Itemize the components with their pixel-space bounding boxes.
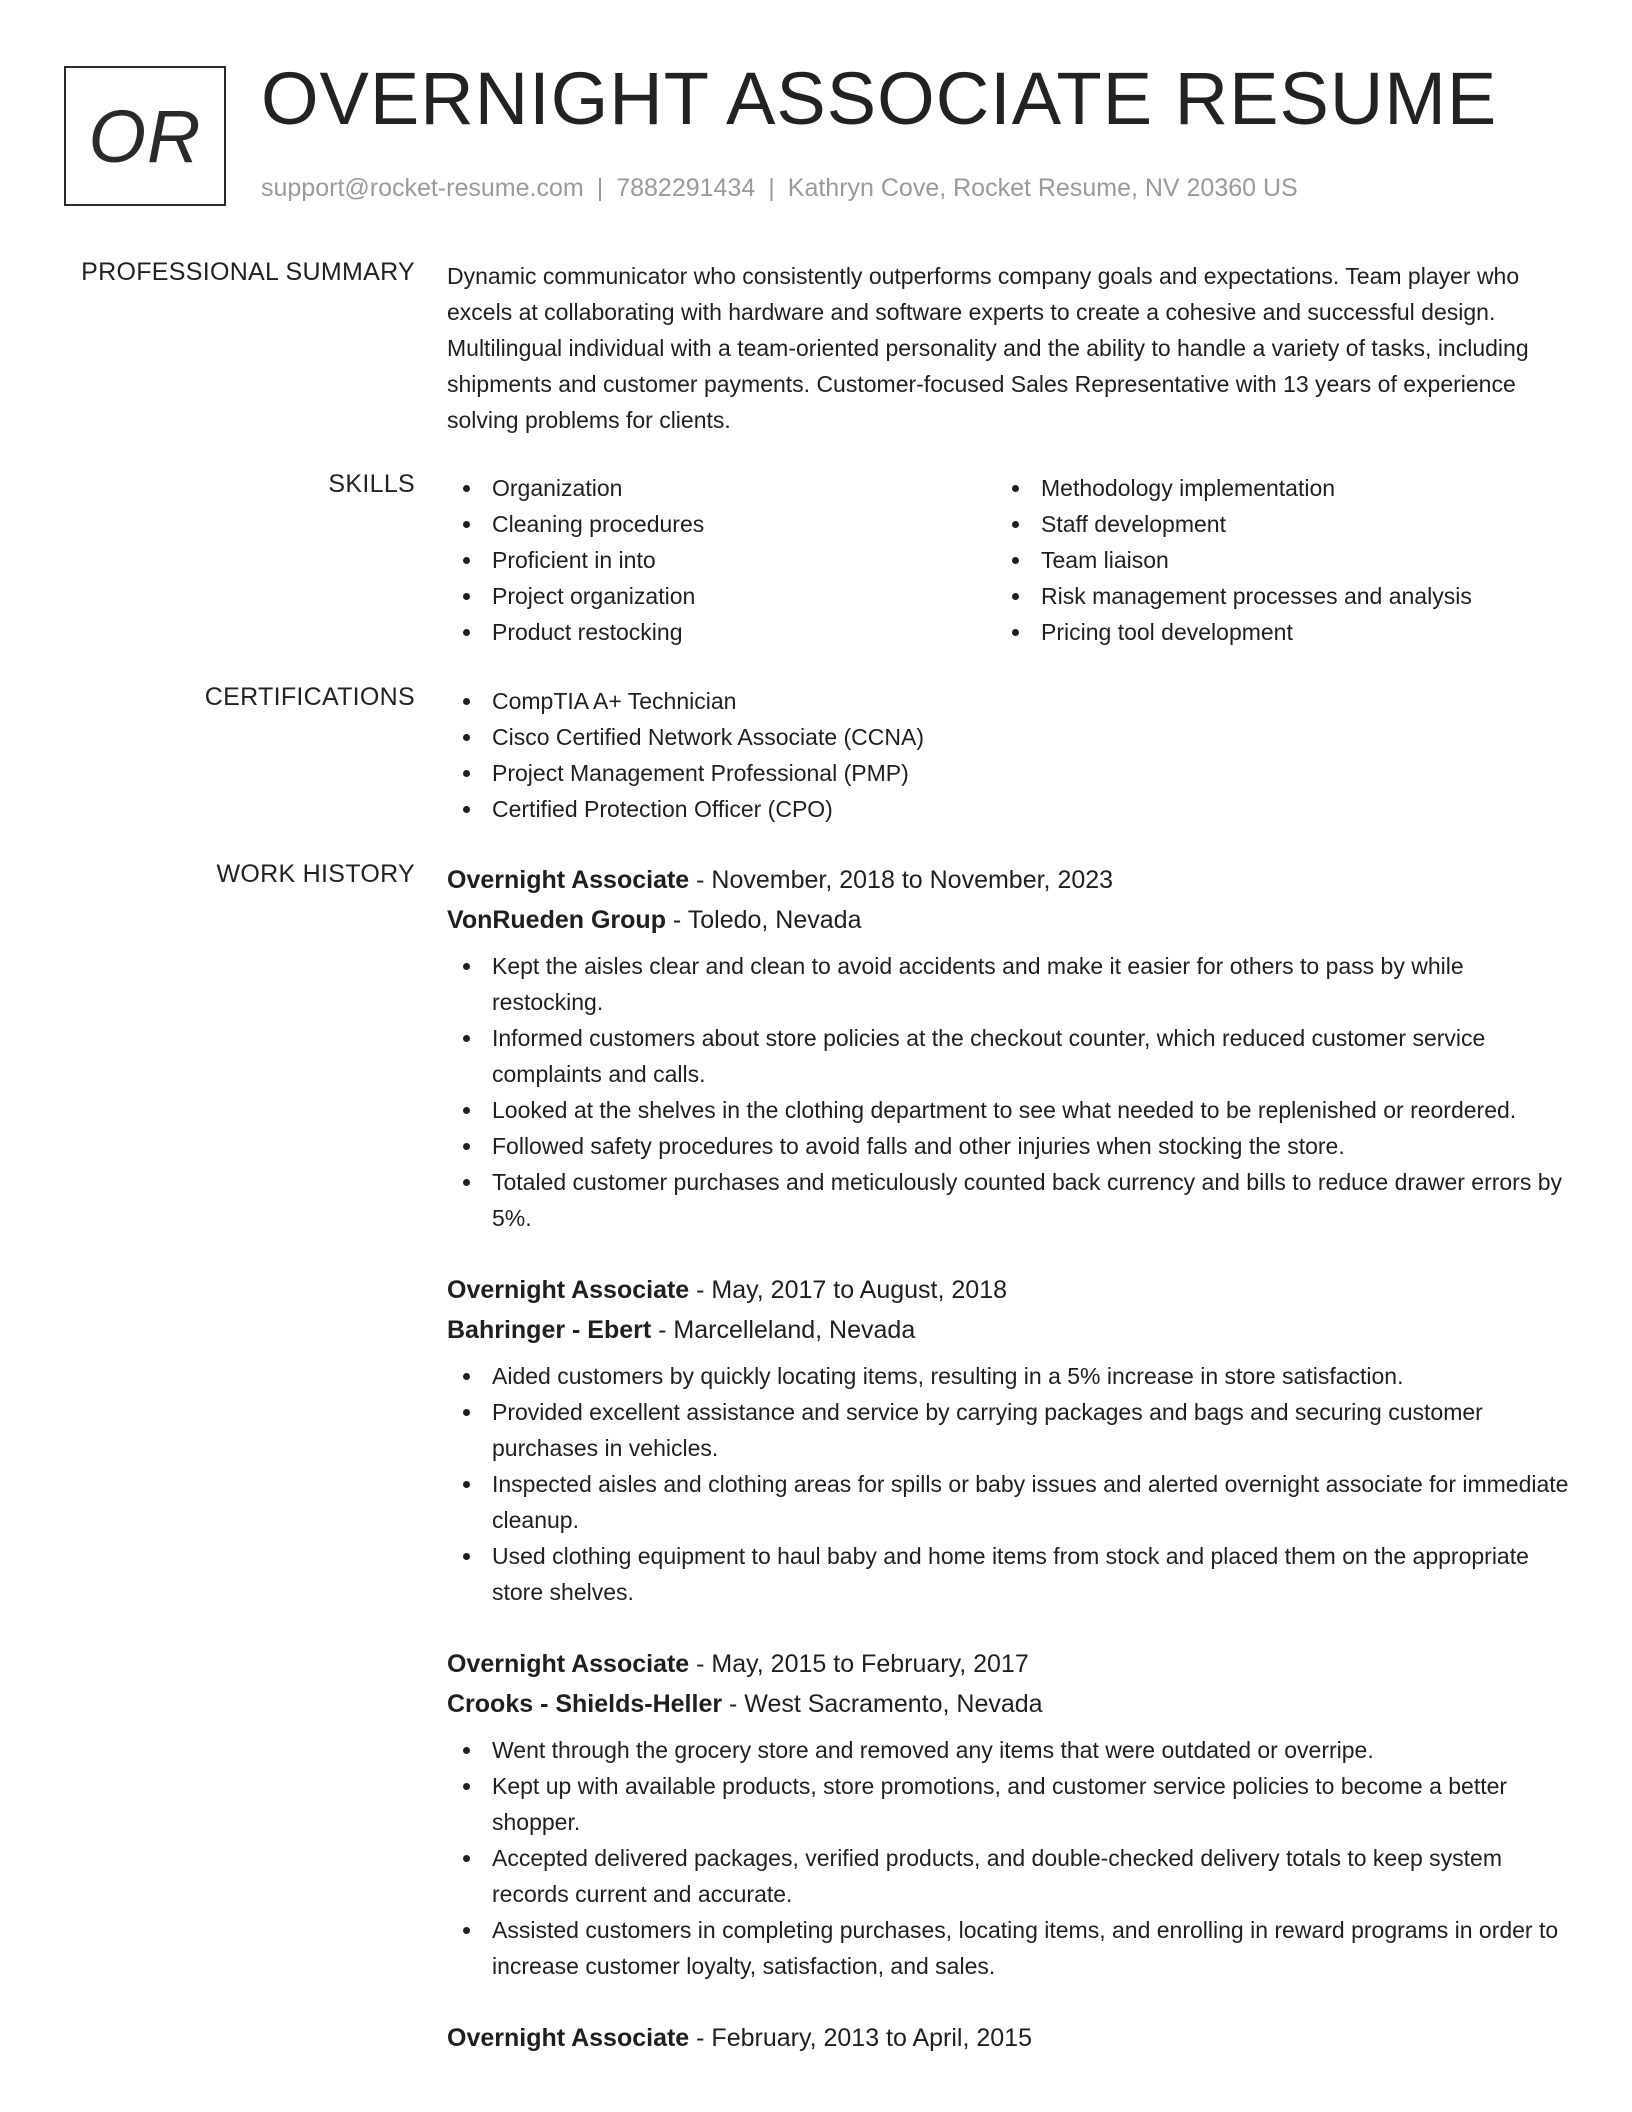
job-title: Overnight Associate — [447, 1650, 690, 1678]
job-company: Crooks - Shields-Heller — [447, 1690, 723, 1718]
skill-item: Team liaison — [996, 542, 1545, 578]
job-bullet: Kept the aisles clear and clean to avoid accidents and make it easier for others to pass by while restocking. — [447, 948, 1569, 1020]
job-title: Overnight Associate — [447, 2024, 690, 2052]
job-location: Toledo, Nevada — [687, 906, 862, 934]
certifications-body — [447, 683, 1569, 827]
job-bullet: Assisted customers in completing purchases, locating items, and enrolling in reward programs in order to increase customer loyalty, satisfaction, and sales. — [447, 1912, 1569, 1984]
dash: - — [651, 1316, 674, 1344]
job-bullets — [447, 1358, 1569, 1610]
contact-email[interactable]: support@rocket-resume.com — [261, 174, 584, 202]
job-entry — [447, 2018, 1569, 2058]
job-dates: May, 2015 to February, 2017 — [711, 1650, 1029, 1678]
dash: - — [689, 1276, 712, 1304]
contact-address: Kathryn Cove, Rocket Resume, NV 20360 US — [787, 174, 1298, 202]
job-title: Overnight Associate — [447, 866, 690, 894]
section-label-work-history: WORK HISTORY — [216, 860, 415, 888]
job-entry — [447, 860, 1569, 1236]
skills-list-right — [996, 470, 1545, 650]
job-dates: February, 2013 to April, 2015 — [711, 2024, 1032, 2052]
job-company-line — [447, 1310, 1569, 1350]
work-history-body — [447, 860, 1569, 2092]
job-bullet: Inspected aisles and clothing areas for spills or baby issues and alerted overnight associate for immediate cleanup. — [447, 1466, 1569, 1538]
summary-text: Dynamic communicator who consistently outperforms company goals and expectations. Team player who excels at collaborating with hardware and software experts to create a cohesive and successful design. Multilingual individual with a team-oriented personality and the ability to handle a variety of tasks, including shipments and customer payments. Customer-focused Sales Representative with 13 years of experience solving problems for clients. — [447, 263, 1529, 433]
skill-item: Product restocking — [447, 614, 996, 650]
job-bullet: Totaled customer purchases and meticulously counted back currency and bills to reduce drawer errors by 5%. — [447, 1164, 1569, 1236]
job-bullet: Informed customers about store policies at the checkout counter, which reduced customer service complaints and calls. — [447, 1020, 1569, 1092]
job-bullet: Used clothing equipment to haul baby and home items from stock and placed them on the appropriate store shelves. — [447, 1538, 1569, 1610]
job-bullets — [447, 1732, 1569, 1984]
job-company-line — [447, 1684, 1569, 1724]
job-bullets — [447, 948, 1569, 1236]
dash: - — [722, 1690, 745, 1718]
section-label-certifications: CERTIFICATIONS — [204, 683, 415, 711]
job-dates: May, 2017 to August, 2018 — [711, 1276, 1008, 1304]
job-bullet: Provided excellent assistance and service by carrying packages and bags and securing customer purchases in vehicles. — [447, 1394, 1569, 1466]
dash: - — [689, 2024, 712, 2052]
job-title: Overnight Associate — [447, 1276, 690, 1304]
job-bullet: Went through the grocery store and removed any items that were outdated or overripe. — [447, 1732, 1569, 1768]
job-bullet: Aided customers by quickly locating items, resulting in a 5% increase in store satisfaction. — [447, 1358, 1569, 1394]
skill-item: Risk management processes and analysis — [996, 578, 1545, 614]
page-title: OVERNIGHT ASSOCIATE RESUME — [261, 57, 1498, 140]
job-entry — [447, 1270, 1569, 1610]
certification-item: Cisco Certified Network Associate (CCNA) — [447, 719, 1569, 755]
skill-item: Cleaning procedures — [447, 506, 996, 542]
contact-phone[interactable]: 7882291434 — [616, 174, 756, 202]
job-dates: November, 2018 to November, 2023 — [711, 866, 1114, 894]
job-company-line — [447, 900, 1569, 940]
job-location: West Sacramento, Nevada — [744, 1690, 1043, 1718]
certification-item: Certified Protection Officer (CPO) — [447, 791, 1569, 827]
skill-item: Proficient in into — [447, 542, 996, 578]
job-company: Bahringer - Ebert — [447, 1316, 652, 1344]
contact-line — [261, 174, 1298, 203]
job-location: Marcelleland, Nevada — [673, 1316, 916, 1344]
certification-item: CompTIA A+ Technician — [447, 683, 1569, 719]
skill-item: Organization — [447, 470, 996, 506]
job-bullet: Kept up with available products, store promotions, and customer service policies to become a better shopper. — [447, 1768, 1569, 1840]
certifications-list — [447, 683, 1569, 827]
job-company: VonRueden Group — [447, 906, 666, 934]
skill-item: Project organization — [447, 578, 996, 614]
certification-item: Project Management Professional (PMP) — [447, 755, 1569, 791]
job-bullet: Accepted delivered packages, verified products, and double-checked delivery totals to keep system records current and accurate. — [447, 1840, 1569, 1912]
job-title-line — [447, 1644, 1569, 1684]
skill-item: Staff development — [996, 506, 1545, 542]
contact-separator: | — [768, 174, 775, 202]
dash: - — [665, 906, 688, 934]
section-label-skills: SKILLS — [328, 470, 415, 498]
job-title-line — [447, 1270, 1569, 1310]
job-title-line — [447, 860, 1569, 900]
skills-body — [447, 470, 1569, 650]
skill-item: Pricing tool development — [996, 614, 1545, 650]
dash: - — [689, 866, 712, 894]
job-title-line — [447, 2018, 1569, 2058]
section-label-summary: PROFESSIONAL SUMMARY — [81, 258, 415, 286]
job-bullet: Followed safety procedures to avoid falls and other injuries when stocking the store. — [447, 1128, 1569, 1164]
contact-separator: | — [596, 174, 604, 202]
skill-item: Methodology implementation — [996, 470, 1545, 506]
job-bullet: Looked at the shelves in the clothing department to see what needed to be replenished or reordered. — [447, 1092, 1569, 1128]
summary-body — [447, 258, 1569, 438]
dash: - — [689, 1650, 712, 1678]
monogram-logo: OR — [64, 66, 226, 206]
job-entry — [447, 1644, 1569, 1984]
skills-list-left — [447, 470, 996, 650]
